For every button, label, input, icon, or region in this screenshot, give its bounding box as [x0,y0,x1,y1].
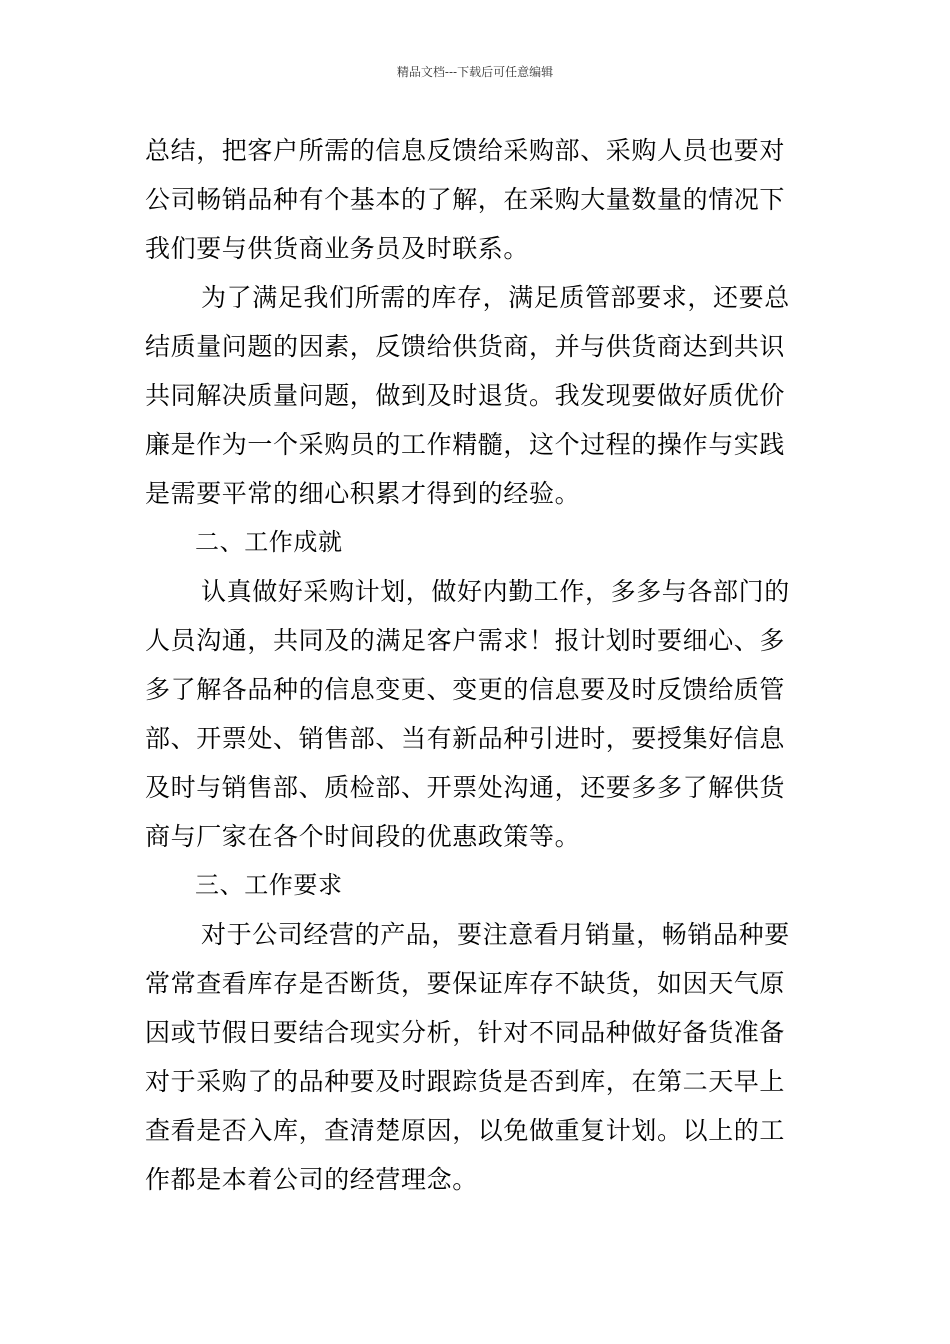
paragraph-line: 常常查看库存是否断货，要保证库存不缺货，如因天气原 [145,969,786,998]
paragraph-line: 人员沟通，共同及的满足客户需求！报计划时要细心、多 [145,626,786,655]
paragraph-line: 因或节假日要结合现实分析，针对不同品种做好备货准备 [145,1018,786,1047]
document-body [145,126,810,1204]
paragraph-line: 为了满足我们所需的库存，满足质管部要求，还要总 [201,283,790,312]
section-heading: 二、工作成就 [195,528,343,556]
paragraph-line: 对于采购了的品种要及时跟踪货是否到库，在第二天早上 [145,1067,786,1096]
paragraph-line: 总结，把客户所需的信息反馈给采购部、采购人员也要对 [145,136,786,165]
page-header: 精品文档---下载后可任意编辑 [396,65,554,79]
paragraph-line: 作都是本着公司的经营理念。 [145,1165,478,1194]
paragraph-line: 查看是否入库，查清楚原因，以免做重复计划。以上的工 [145,1116,786,1145]
paragraph-line: 廉是作为一个采购员的工作精髓，这个过程的操作与实践 [145,430,786,459]
paragraph-line: 多了解各品种的信息变更、变更的信息要及时反馈给质管 [145,675,786,704]
paragraph-line: 认真做好采购计划，做好内勤工作，多多与各部门的 [201,577,790,606]
paragraph-line: 结质量问题的因素，反馈给供货商，并与供货商达到共识 [145,332,786,361]
paragraph-line: 共同解决质量问题，做到及时退货。我发现要做好质优价 [145,381,786,410]
paragraph-line: 及时与销售部、质检部、开票处沟通，还要多多了解供货 [145,773,786,802]
paragraph-line: 公司畅销品种有个基本的了解，在采购大量数量的情况下 [145,185,786,214]
paragraph-line: 是需要平常的细心积累才得到的经验。 [145,479,581,508]
paragraph-line: 部、开票处、销售部、当有新品种引进时，要授集好信息 [145,724,786,753]
paragraph-line: 我们要与供货商业务员及时联系。 [145,234,530,263]
paragraph-line: 对于公司经营的产品，要注意看月销量，畅销品种要 [201,920,790,949]
section-heading: 三、工作要求 [195,871,343,899]
paragraph-line: 商与厂家在各个时间段的优惠政策等。 [145,822,581,851]
